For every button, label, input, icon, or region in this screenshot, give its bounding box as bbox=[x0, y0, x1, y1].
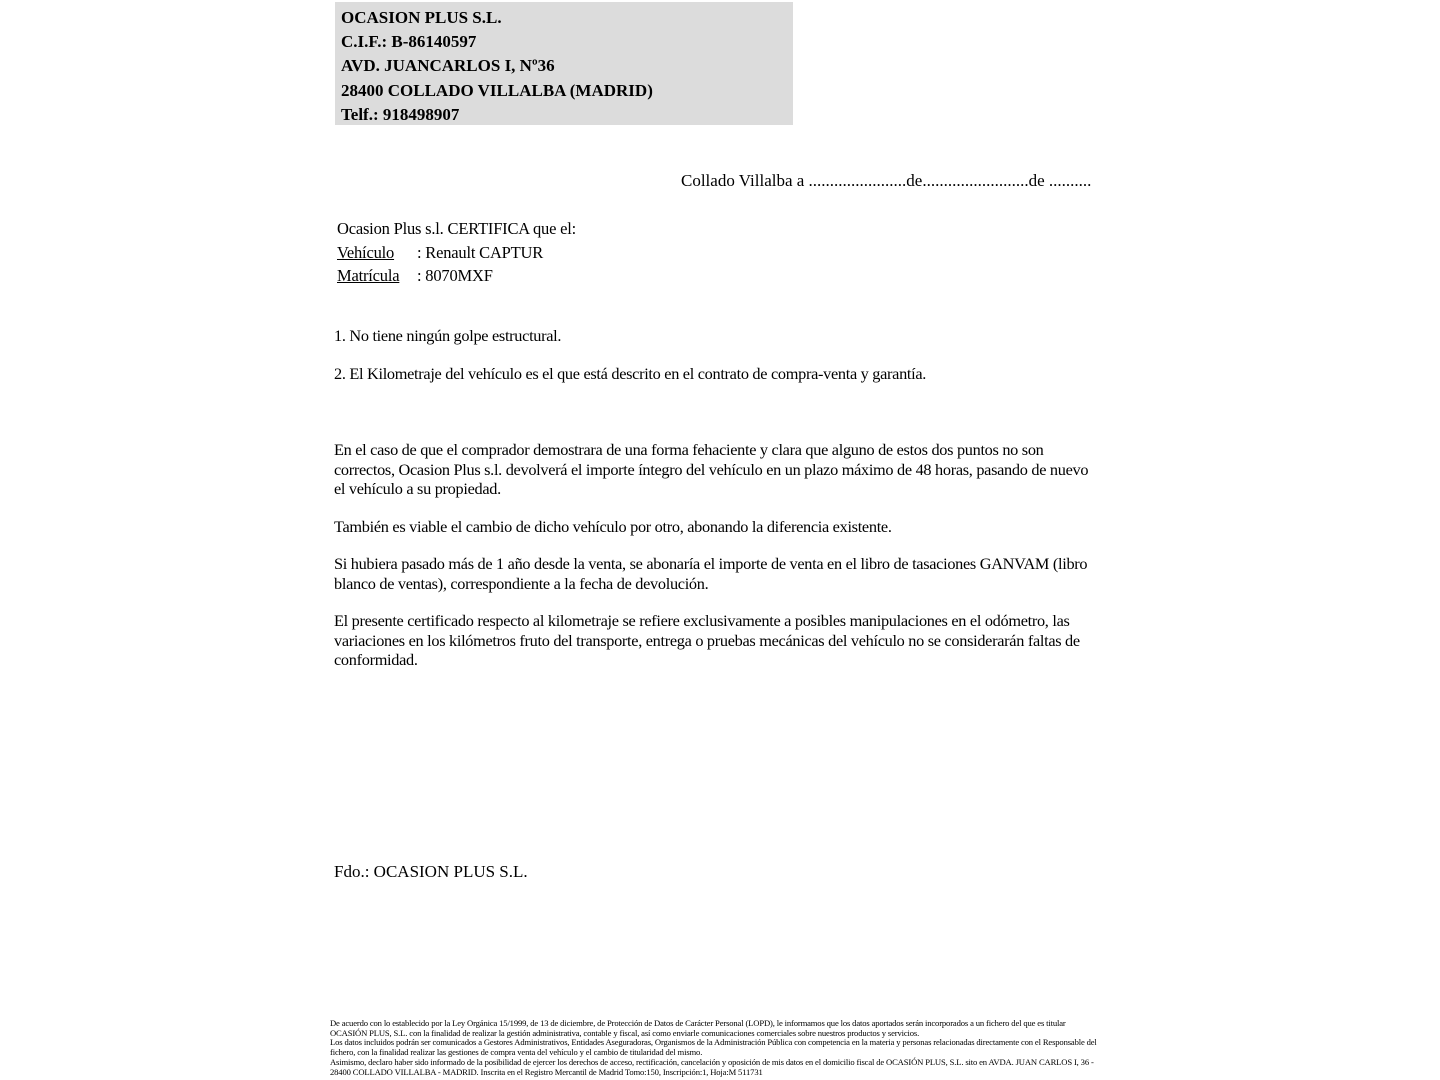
company-phone: Telf.: 918498907 bbox=[341, 104, 460, 124]
plate-row bbox=[337, 264, 576, 288]
certify-intro: Ocasion Plus s.l. CERTIFICA que el: bbox=[337, 219, 577, 238]
vehicle-label: Vehículo bbox=[337, 242, 395, 262]
legal-paragraph-lopd: De acuerdo con lo establecido por la Ley Orgánica 15/1999, de 13 de diciembre, de Protección de Datos de Carácter Personal (LOPD), le informamos que los datos aportados serán incorporados a un fichero del que es titular OCASIÓN PLUS, S.L. con la finalidad de realizar la gestión administrativa, contable y fiscal, así como enviarle comunicaciones comerciales sobre nuestros productos y servicios. bbox=[330, 1018, 1066, 1038]
paragraph-exchange: También es viable el cambio de dicho vehículo por otro, abonando la diferencia existente. bbox=[334, 516, 892, 536]
plate-label: Matrícula bbox=[337, 266, 400, 286]
paragraph-ganvam: Si hubiera pasado más de 1 año desde la venta, se abonaría el importe de venta en el libro de tasaciones GANVAM (libro blanco de ventas), correspondiente a la fecha de devolución. bbox=[334, 554, 1088, 593]
legal-paragraph-data-sharing: Los datos incluidos podrán ser comunicados a Gestores Administrativos, Entidades Aseguradoras, Organismos de la Administración Pública con competencia en la materia y personas relacionadas directamente con el Responsable del fichero, con la finalidad realizar las gestiones de compra venta del vehículo y el cambio de titularidad del mismo. bbox=[330, 1037, 1097, 1058]
legal-paragraph-rights: Asimismo, declaro haber sido informado de la posibilidad de ejercer los derechos de acceso, rectificación, cancelación y oposición de mis datos en el domicilio fiscal de OCASIÓN PLUS, S.L. sito en AVDA. JUAN CARLOS I, 36 - 28400 COLLADO VILLALBA - MADRID. Inscrita en el Registro Mercantil de Madrid Tomo:150, Inscripción:1, Hoja:M 511731 bbox=[330, 1056, 1094, 1077]
condition-point-1: 1. No tiene ningún golpe estructural. bbox=[334, 326, 562, 345]
date-line: Collado Villalba a .......................de.........................de .......... bbox=[681, 171, 1092, 190]
legal-notice bbox=[330, 1019, 1102, 1077]
vehicle-row bbox=[337, 241, 576, 265]
company-city: 28400 COLLADO VILLALBA (MADRID) bbox=[341, 80, 653, 100]
company-header-box bbox=[335, 2, 793, 125]
vehicle-value: : Renault CAPTUR bbox=[417, 242, 544, 262]
company-name: OCASION PLUS S.L. bbox=[341, 8, 502, 27]
condition-point-2: 2. El Kilometraje del vehículo es el que está descrito en el contrato de compra-venta y garantía. bbox=[334, 364, 927, 383]
paragraph-refund: En el caso de que el comprador demostrara de una forma fehaciente y clara que alguno de estos dos puntos no son correctos, Ocasion Plus s.l. devolverá el importe íntegro del vehículo en un plazo máximo de 48 horas, pasando de nuevo el vehículo a su propiedad. bbox=[334, 440, 1089, 498]
certification-block bbox=[337, 217, 576, 288]
company-address: AVD. JUANCARLOS I, Nº36 bbox=[341, 56, 555, 76]
company-cif: C.I.F.: B-86140597 bbox=[341, 32, 477, 52]
plate-value: : 8070MXF bbox=[417, 266, 493, 286]
paragraph-odometer: El presente certificado respecto al kilometraje se refiere exclusivamente a posibles manipulaciones en el odómetro, las variaciones en los kilómetros fruto del transporte, entrega o pruebas mecánicas del vehículo no se considerarán faltas de conformidad. bbox=[334, 611, 1080, 669]
signature-line: Fdo.: OCASION PLUS S.L. bbox=[334, 862, 528, 881]
body-paragraphs bbox=[334, 440, 1098, 688]
